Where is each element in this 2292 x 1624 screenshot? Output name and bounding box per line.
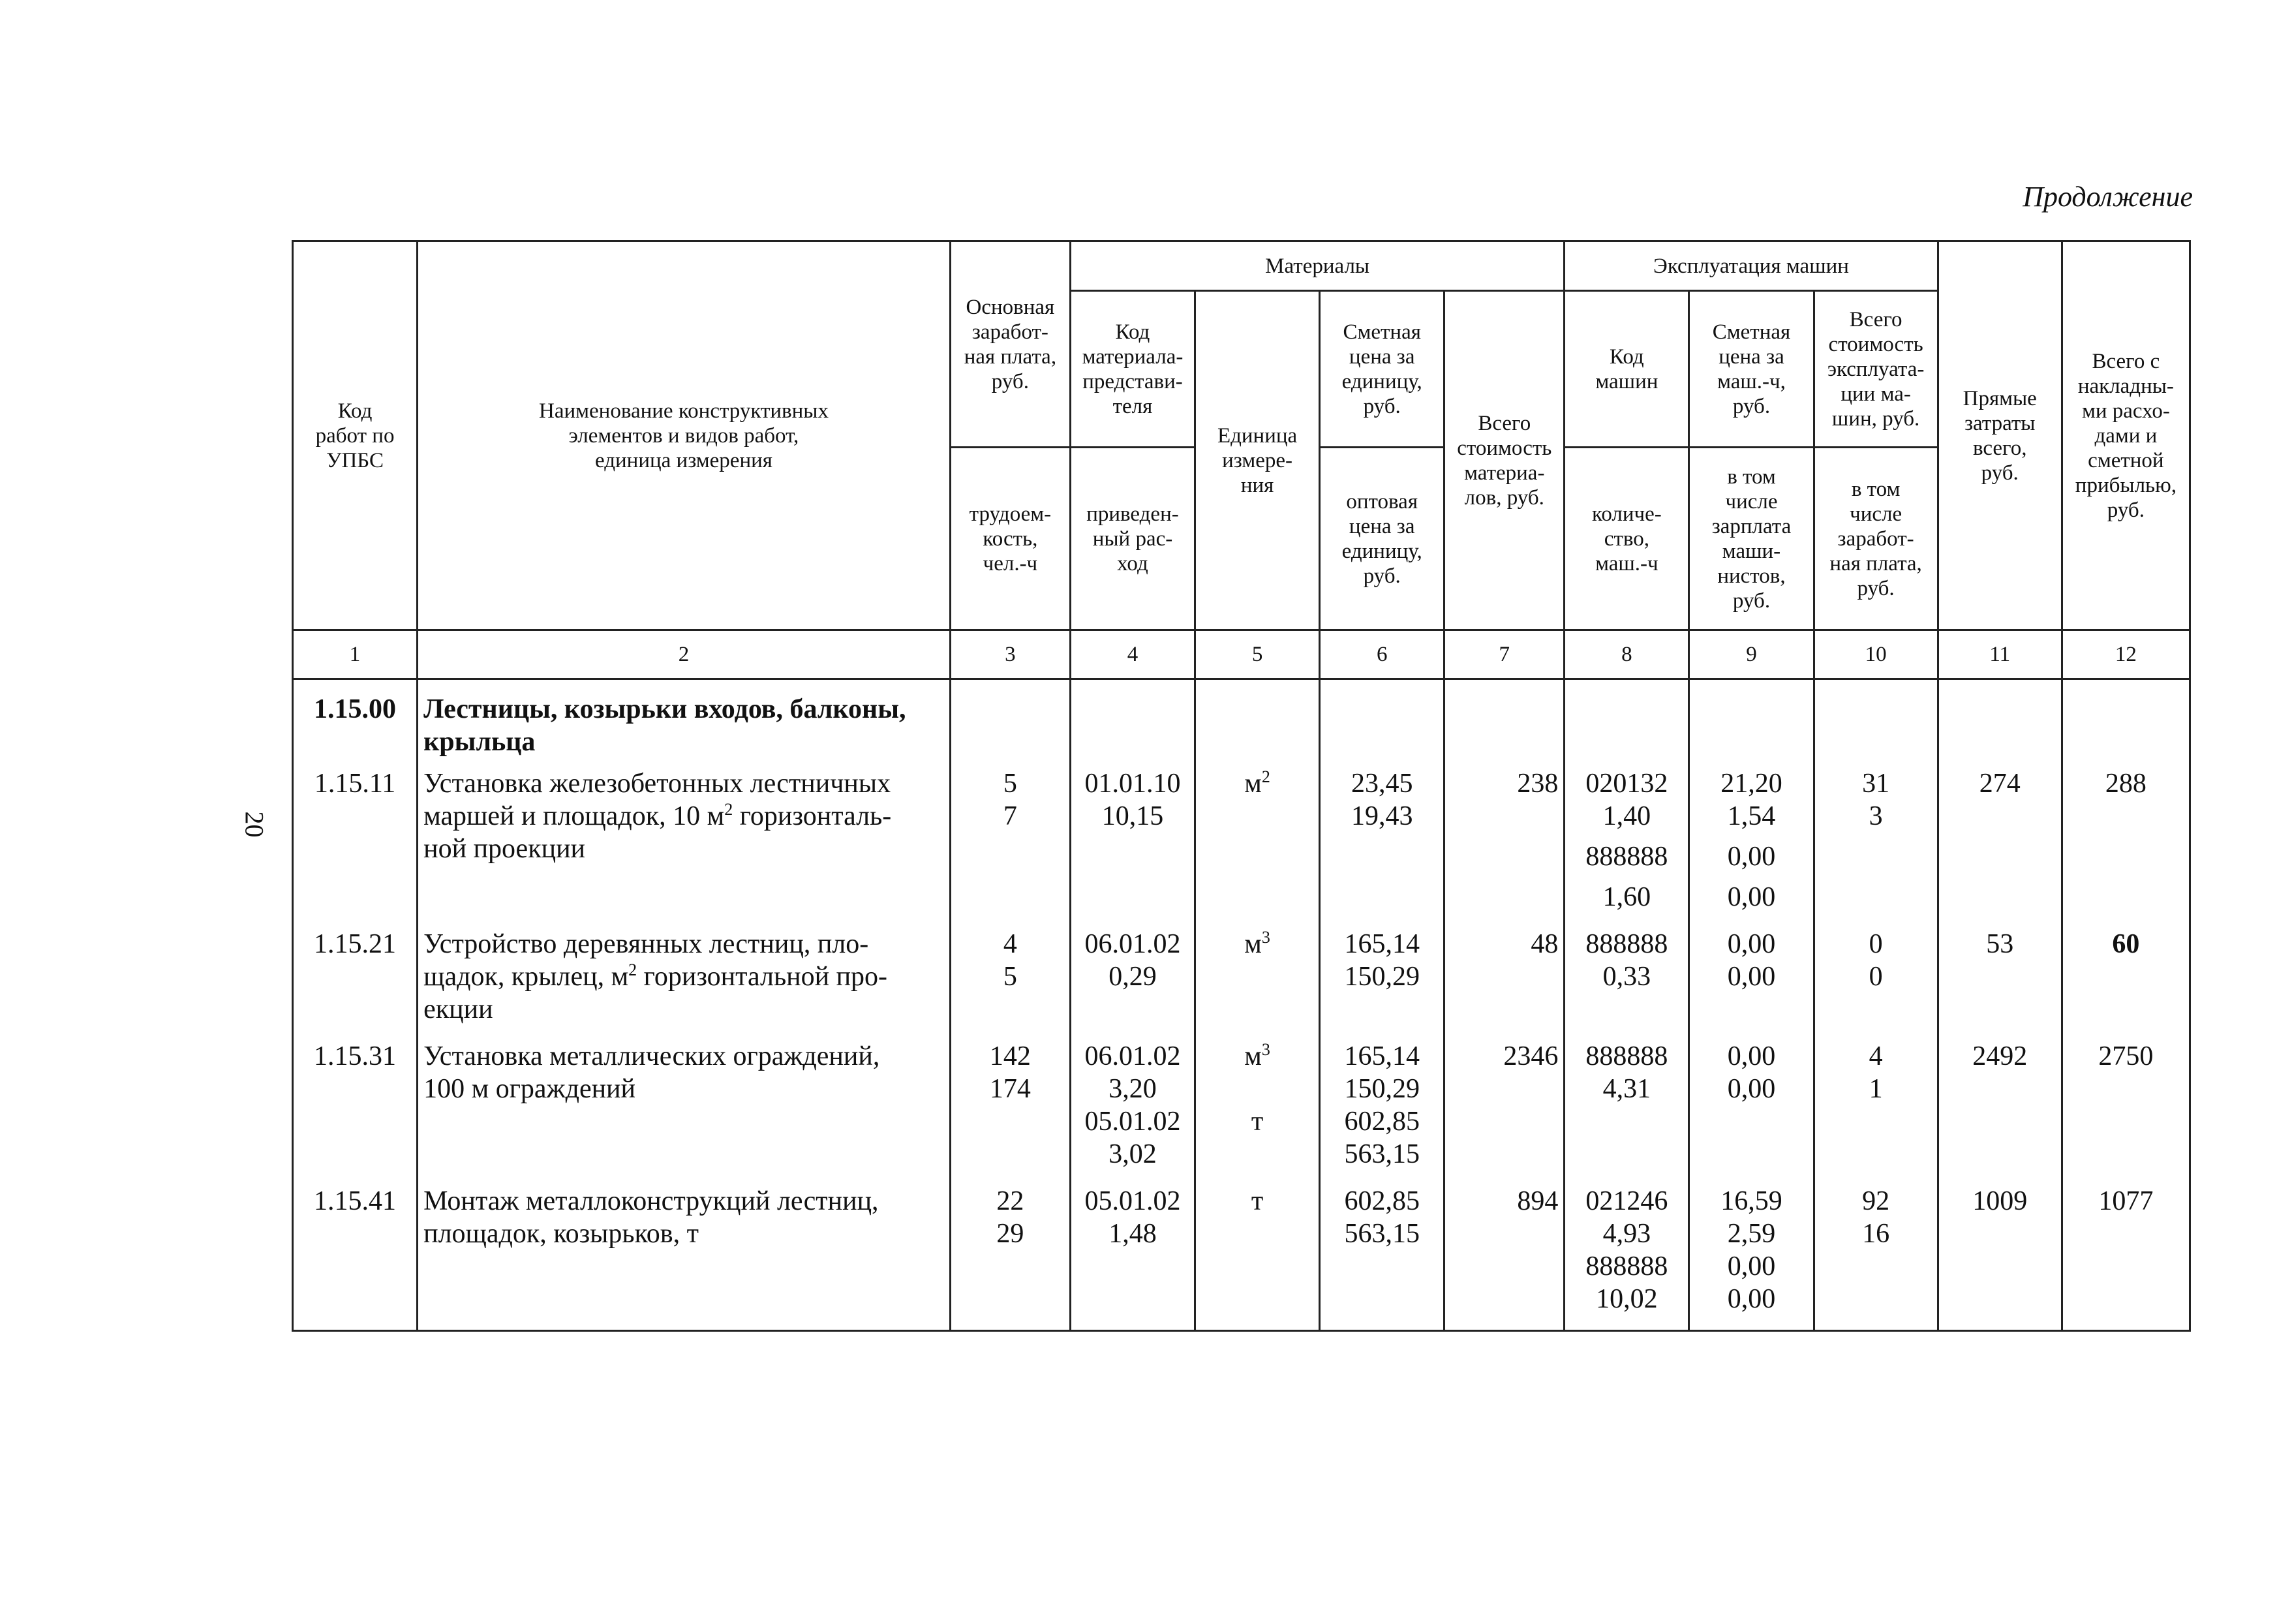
header-machines-salary: в том числе заработ- ная плата, руб. bbox=[1814, 448, 1938, 630]
work-code: 1.15.21 bbox=[293, 928, 418, 1040]
machine-hour-price-cell: 0,00 0,00 bbox=[1689, 928, 1814, 1040]
column-number: 5 bbox=[1195, 630, 1320, 679]
page-number: 20 bbox=[239, 811, 269, 838]
materials-total-cell: 238 bbox=[1444, 767, 1565, 928]
material-code-cell: 01.01.10 10,15 bbox=[1070, 767, 1195, 928]
header-machines: Эксплуатация машин bbox=[1565, 241, 1938, 291]
price-cell: 165,14 150,29 bbox=[1320, 928, 1444, 1040]
header-material-code: Код материала- представи- теля bbox=[1070, 291, 1195, 448]
section-row bbox=[293, 679, 2190, 768]
total-with-overheads-cell: 288 bbox=[2062, 767, 2190, 928]
material-code-cell: 06.01.02 0,29 bbox=[1070, 928, 1195, 1040]
total-with-overheads-cell: 2750 bbox=[2062, 1040, 2190, 1185]
material-code-cell: 05.01.02 1,48 bbox=[1070, 1185, 1195, 1331]
section-code: 1.15.00 bbox=[293, 679, 418, 768]
work-code: 1.15.31 bbox=[293, 1040, 418, 1185]
machine-code-cell: 020132 1,40 888888 1,60 bbox=[1565, 767, 1689, 928]
materials-total-cell: 2346 bbox=[1444, 1040, 1565, 1185]
header-base-salary: Основная заработ- ная плата, руб. bbox=[950, 241, 1070, 448]
machine-code-cell: 888888 4,31 bbox=[1565, 1040, 1689, 1185]
header-machine-hour-price: Сметная цена за маш.-ч, руб. bbox=[1689, 291, 1814, 448]
base-salary-cell: 5 7 bbox=[950, 767, 1070, 928]
header-machine-code: Код машин bbox=[1565, 291, 1689, 448]
column-number: 2 bbox=[418, 630, 951, 679]
table-header bbox=[293, 241, 2190, 679]
estimate-table bbox=[292, 240, 2191, 1332]
direct-costs-cell: 274 bbox=[1938, 767, 2062, 928]
direct-costs-cell: 2492 bbox=[1938, 1040, 2062, 1185]
total-with-overheads-cell: 1077 bbox=[2062, 1185, 2190, 1331]
header-code: Код работ по УПБС bbox=[293, 241, 418, 630]
header-reduced-consumption: приведен- ный рас- ход bbox=[1070, 448, 1195, 630]
machines-total-cell: 92 16 bbox=[1814, 1185, 1938, 1331]
price-cell: 165,14 150,29 602,85 563,15 bbox=[1320, 1040, 1444, 1185]
column-number: 11 bbox=[1938, 630, 2062, 679]
unit-cell: $м^2$ bbox=[1195, 767, 1320, 928]
work-code: 1.15.41 bbox=[293, 1185, 418, 1331]
base-salary-cell: 4 5 bbox=[950, 928, 1070, 1040]
unit-cell: т bbox=[1195, 1185, 1320, 1331]
column-number: 10 bbox=[1814, 630, 1938, 679]
machine-hour-price-cell: 0,00 0,00 bbox=[1689, 1040, 1814, 1185]
header-materials: Материалы bbox=[1070, 241, 1564, 291]
continuation-label: Продолжение bbox=[2023, 181, 2193, 213]
direct-costs-cell: 1009 bbox=[1938, 1185, 2062, 1331]
column-numbers-row bbox=[293, 630, 2190, 679]
column-number: 1 bbox=[293, 630, 418, 679]
work-name: Установка металлических ограждений, 100 м ограждений bbox=[418, 1040, 951, 1185]
machines-total-cell: 0 0 bbox=[1814, 928, 1938, 1040]
base-salary-cell: 142 174 bbox=[950, 1040, 1070, 1185]
table-row bbox=[293, 767, 2190, 928]
total-with-overheads-cell: 60 bbox=[2062, 928, 2190, 1040]
material-code-cell: 06.01.02 3,20 05.01.02 3,02 bbox=[1070, 1040, 1195, 1185]
price-cell: 602,85 563,15 bbox=[1320, 1185, 1444, 1331]
work-name: Монтаж металлоконструкций лестниц, площадок, козырьков, т bbox=[418, 1185, 951, 1331]
header-total-with-overheads: Всего с накладны- ми расхо- дами и сметной прибылью, руб. bbox=[2062, 241, 2190, 630]
materials-total-cell: 48 bbox=[1444, 928, 1565, 1040]
column-number: 9 bbox=[1689, 630, 1814, 679]
work-name: Установка железобетонных лестничных маршей и площадок, 10 $м^2$ горизонталь- ной проекции bbox=[418, 767, 951, 928]
header-unit: Единица измере- ния bbox=[1195, 291, 1320, 630]
price-cell: 23,45 19,43 bbox=[1320, 767, 1444, 928]
direct-costs-cell: 53 bbox=[1938, 928, 2062, 1040]
header-direct-costs: Прямые затраты всего, руб. bbox=[1938, 241, 2062, 630]
materials-total-cell: 894 bbox=[1444, 1185, 1565, 1331]
header-materials-total: Всего стоимость материа- лов, руб. bbox=[1444, 291, 1565, 630]
header-operator-salary: в том числе зарплата маши- нистов, руб. bbox=[1689, 448, 1814, 630]
unit-cell: $м^3$ т bbox=[1195, 1040, 1320, 1185]
column-number: 7 bbox=[1444, 630, 1565, 679]
header-name: Наименование конструктивных элементов и видов работ, единица измерения bbox=[418, 241, 951, 630]
machine-code-cell: 888888 0,33 bbox=[1565, 928, 1689, 1040]
machine-code-cell: 021246 4,93 888888 10,02 bbox=[1565, 1185, 1689, 1331]
column-number: 6 bbox=[1320, 630, 1444, 679]
machine-hour-price-cell: 21,20 1,54 0,00 0,00 bbox=[1689, 767, 1814, 928]
unit-cell: $м^3$ bbox=[1195, 928, 1320, 1040]
header-wholesale-price: оптовая цена за единицу, руб. bbox=[1320, 448, 1444, 630]
column-number: 8 bbox=[1565, 630, 1689, 679]
machines-total-cell: 31 3 bbox=[1814, 767, 1938, 928]
base-salary-cell: 22 29 bbox=[950, 1185, 1070, 1331]
machines-total-cell: 4 1 bbox=[1814, 1040, 1938, 1185]
table-row bbox=[293, 928, 2190, 1040]
table-body bbox=[293, 679, 2190, 1331]
column-number: 12 bbox=[2062, 630, 2190, 679]
section-name: Лестницы, козырьки входов, балконы, крыльца bbox=[418, 679, 951, 768]
column-number: 3 bbox=[950, 630, 1070, 679]
header-quantity: количе- ство, маш.-ч bbox=[1565, 448, 1689, 630]
column-number: 4 bbox=[1070, 630, 1195, 679]
work-code: 1.15.11 bbox=[293, 767, 418, 928]
header-estimated-price: Сметная цена за единицу, руб. bbox=[1320, 291, 1444, 448]
header-machines-total: Всего стоимость эксплуата- ции ма- шин, руб. bbox=[1814, 291, 1938, 448]
header-labor-intensity: трудоем- кость, чел.-ч bbox=[950, 448, 1070, 630]
work-name: Устройство деревянных лестниц, пло- щадок, крылец, $м^2$ горизонтальной про- екции bbox=[418, 928, 951, 1040]
table-row bbox=[293, 1185, 2190, 1331]
table-row bbox=[293, 1040, 2190, 1185]
machine-hour-price-cell: 16,59 2,59 0,00 0,00 bbox=[1689, 1185, 1814, 1331]
